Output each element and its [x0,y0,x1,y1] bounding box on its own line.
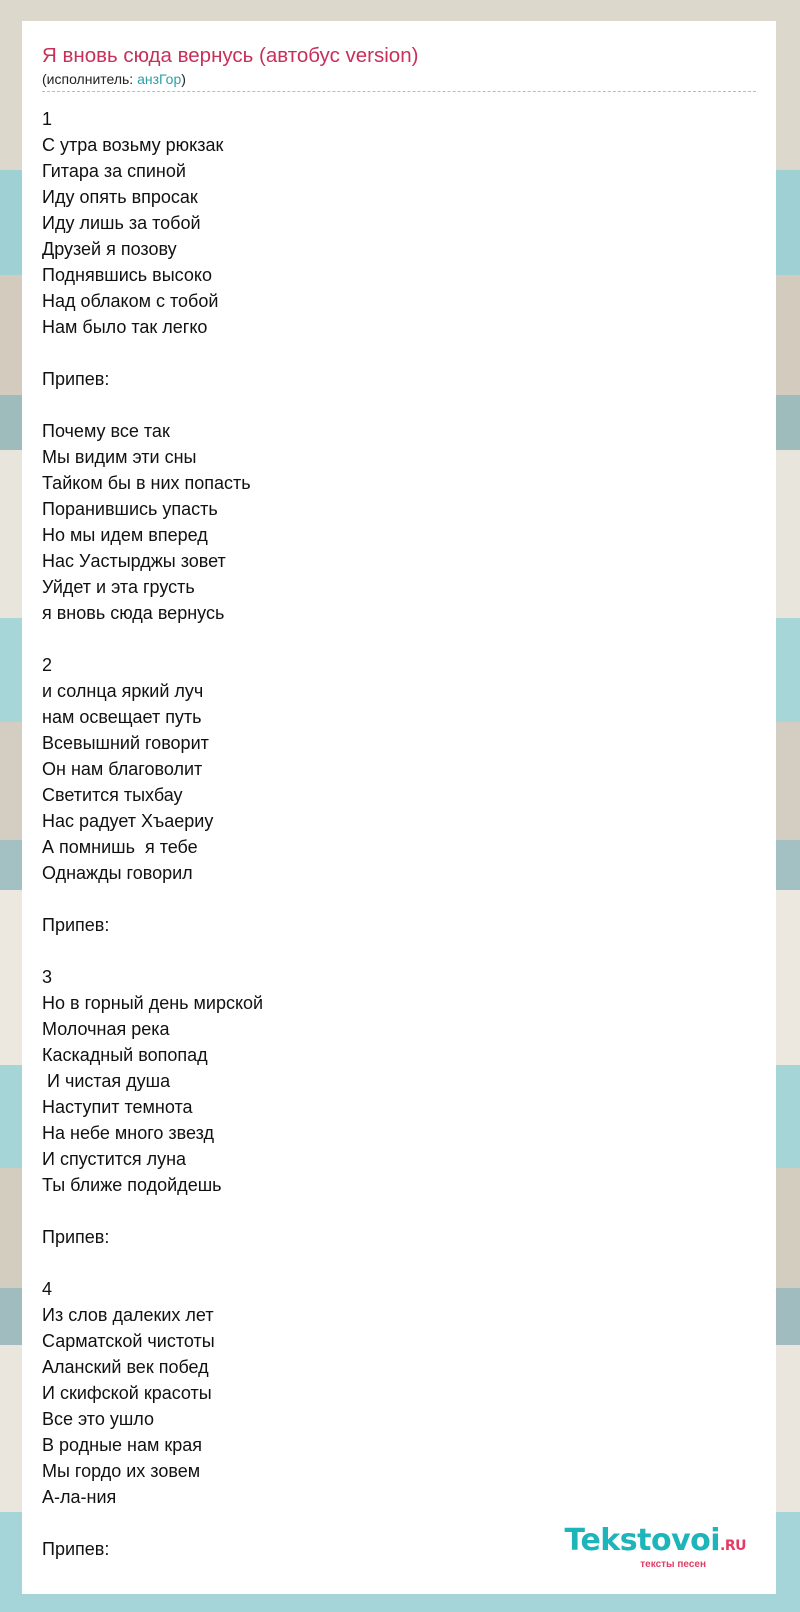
artist-suffix: ) [181,71,186,87]
lyric-line: Иду опять впросак [42,187,198,207]
lyric-line: Друзей я позову [42,239,177,259]
lyric-line: Припев: [42,1227,110,1247]
site-logo[interactable] [564,1523,746,1570]
lyric-line [42,886,756,912]
lyric-line [42,938,756,964]
artist-link[interactable]: анзГор [137,71,182,87]
lyric-line: я вновь сюда вернусь [42,603,225,623]
lyric-line: нам освещает путь [42,707,202,727]
lyric-line: Мы видим эти сны [42,447,197,467]
lyric-line: В родные нам края [42,1435,202,1455]
lyric-line: Иду лишь за тобой [42,213,201,233]
lyric-line [42,340,756,366]
lyric-line: Почему все так [42,421,170,441]
lyric-line: Однажды говорил [42,863,193,883]
lyric-line: Припев: [42,369,110,389]
logo-domain: .RU [720,1538,746,1554]
lyric-line [42,1250,756,1276]
lyric-line: И чистая душа [42,1071,171,1091]
lyric-line: Поранившись упасть [42,499,218,519]
lyric-line: Но мы идем вперед [42,525,208,545]
lyric-line: Наступит темнота [42,1097,193,1117]
song-title: Я вновь сюда вернусь (автобус version) [42,44,419,67]
lyric-line: Молочная река [42,1019,170,1039]
lyric-line: Уйдет и эта грусть [42,577,195,597]
lyric-line: Припев: [42,1539,110,1559]
lyric-line: И спустится луна [42,1149,187,1169]
lyric-line: и солнца яркий луч [42,681,204,701]
lyric-line: Нас радует Хъаериу [42,811,214,831]
lyric-line: Поднявшись высоко [42,265,212,285]
lyric-line: Каскадный вопопад [42,1045,208,1065]
lyric-line [42,626,756,652]
lyric-line: 1 [42,109,53,129]
lyrics-page [22,21,776,1594]
lyric-line [42,1198,756,1224]
lyric-line: Всевышний говорит [42,733,209,753]
logo-wordmark: Tekstovoi [564,1523,721,1558]
lyric-line: Ты ближе подойдешь [42,1175,222,1195]
lyric-line: А-ла-ния [42,1487,117,1507]
lyric-line: Он нам благоволит [42,759,203,779]
lyric-line: 4 [42,1279,53,1299]
lyric-line: Нам было так легко [42,317,208,337]
logo-tagline: тексты песен [640,1559,706,1570]
lyric-line: Сарматской чистоты [42,1331,215,1351]
lyrics-text [42,106,756,1562]
lyric-line: Но в горный день мирской [42,993,264,1013]
lyric-line: А помнишь я тебе [42,837,198,857]
lyric-line: Припев: [42,915,110,935]
lyric-line: С утра возьму рюкзак [42,135,224,155]
lyric-line: Гитара за спиной [42,161,186,181]
lyric-line: Над облаком с тобой [42,291,219,311]
lyric-line: Все это ушло [42,1409,155,1429]
lyric-line: Из слов далеких лет [42,1305,214,1325]
lyric-line: И скифской красоты [42,1383,212,1403]
lyric-line: Светится тыхбау [42,785,183,805]
artist-byline [42,70,756,88]
lyric-line [42,392,756,418]
lyric-line: 2 [42,655,53,675]
lyric-line: Тайком бы в них попасть [42,473,251,493]
title-divider [42,91,756,92]
lyric-line: Мы гордо их зовем [42,1461,201,1481]
lyric-line: На небе много звезд [42,1123,214,1143]
lyric-line: Аланский век побед [42,1357,209,1377]
lyric-line: Нас Уастырджы зовет [42,551,226,571]
lyric-line: 3 [42,967,53,987]
artist-prefix: (исполнитель: [42,71,138,87]
